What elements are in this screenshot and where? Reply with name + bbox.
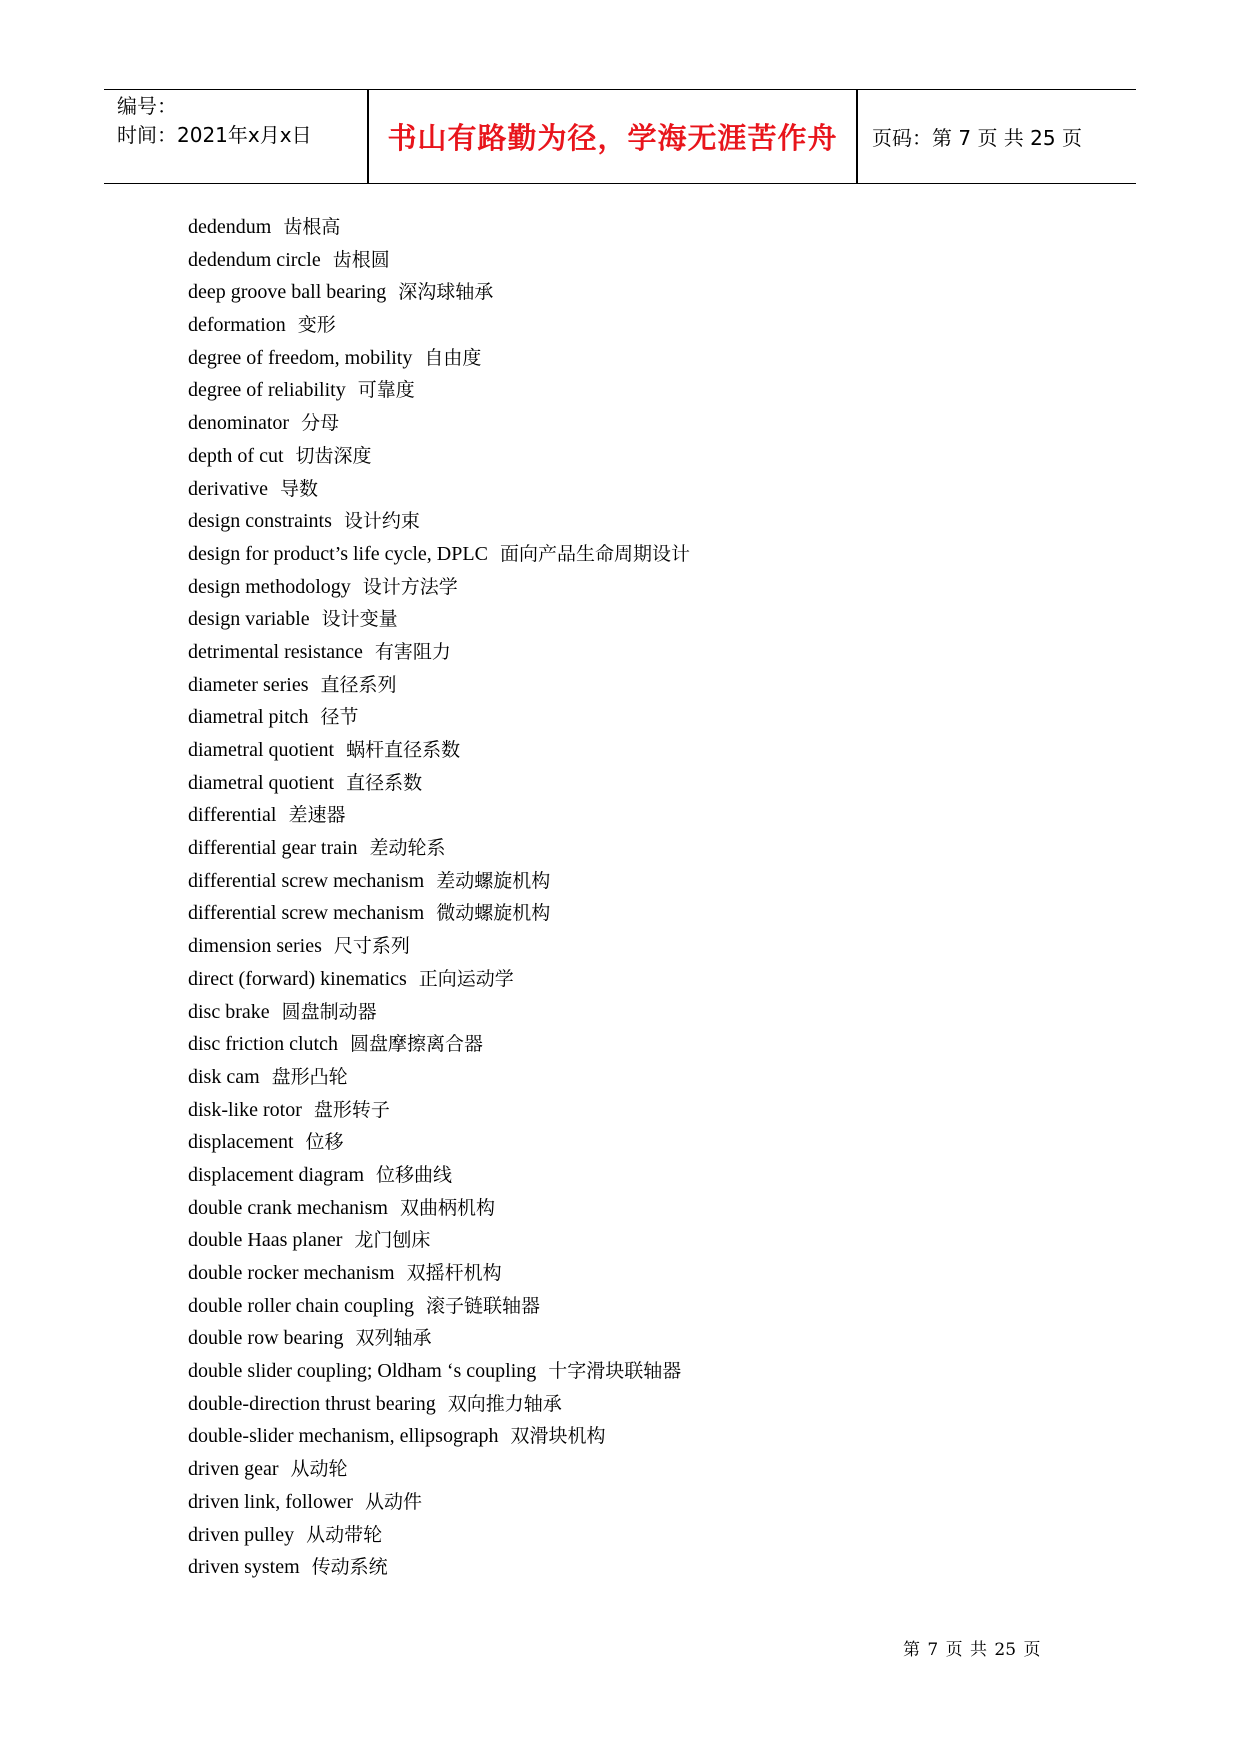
glossary-entry xyxy=(188,1192,1088,1225)
entry-term: differential gear train xyxy=(188,837,358,860)
entry-translation: 差动螺旋机构 xyxy=(436,869,551,892)
entry-term: double crank mechanism xyxy=(188,1196,388,1219)
document-number-label: 编号： xyxy=(117,94,177,118)
entry-term: disk-like rotor xyxy=(188,1098,302,1121)
entry-translation: 直径系列 xyxy=(320,673,397,696)
entry-translation: 蜗杆直径系数 xyxy=(346,739,461,761)
entry-translation: 位移曲线 xyxy=(376,1163,453,1186)
entry-term: double-direction thrust bearing xyxy=(188,1392,436,1415)
entry-translation: 从动带轮 xyxy=(306,1523,383,1546)
entry-translation: 双列轴承 xyxy=(355,1327,432,1350)
glossary-entry xyxy=(188,1322,1088,1355)
glossary-entry xyxy=(188,1420,1088,1453)
glossary-entry xyxy=(188,1126,1088,1159)
glossary-entry xyxy=(188,930,1088,963)
glossary-entry xyxy=(188,1519,1088,1552)
entry-term: deep groove ball bearing xyxy=(188,281,387,304)
glossary-entry xyxy=(188,342,1088,375)
entry-term: differential screw mechanism xyxy=(188,902,425,925)
glossary-entry xyxy=(188,1094,1088,1127)
entry-translation: 十字滑块联轴器 xyxy=(548,1360,682,1383)
glossary-entry xyxy=(188,767,1088,800)
header-divider-right xyxy=(856,90,858,183)
entry-translation: 双摇杆机构 xyxy=(406,1262,502,1284)
entry-term: design for product’s life cycle, DPLC xyxy=(188,542,488,565)
glossary-entry xyxy=(188,1551,1088,1584)
glossary-entry xyxy=(188,799,1088,832)
entry-translation: 盘形转子 xyxy=(313,1098,390,1121)
entry-translation: 正向运动学 xyxy=(418,967,514,990)
glossary-entry xyxy=(188,473,1088,506)
entry-term: double-slider mechanism, ellipsograph xyxy=(188,1425,499,1448)
entry-translation: 位移 xyxy=(305,1131,344,1154)
glossary-entry xyxy=(188,1061,1088,1094)
entry-translation: 面向产品生命周期设计 xyxy=(499,542,690,565)
entry-translation: 设计方法学 xyxy=(362,575,458,598)
entry-translation: 圆盘摩擦离合器 xyxy=(349,1033,483,1056)
entry-translation: 齿根高 xyxy=(283,216,341,238)
entry-translation: 圆盘制动器 xyxy=(281,1000,377,1023)
entry-translation: 传动系统 xyxy=(311,1556,388,1579)
entry-term: displacement xyxy=(188,1131,294,1154)
glossary-entry xyxy=(188,734,1088,767)
page-header xyxy=(104,89,1136,184)
glossary-entry xyxy=(188,276,1088,309)
entry-translation: 双向推力轴承 xyxy=(447,1392,562,1415)
entry-term: dedendum xyxy=(188,216,272,238)
entry-term: double row bearing xyxy=(188,1327,344,1350)
entry-term: derivative xyxy=(188,477,268,500)
entry-translation: 设计约束 xyxy=(343,510,420,533)
entry-term: driven link, follower xyxy=(188,1490,353,1513)
glossary-entry xyxy=(188,407,1088,440)
entry-term: design constraints xyxy=(188,510,332,533)
glossary-entry xyxy=(188,1028,1088,1061)
entry-term: depth of cut xyxy=(188,444,284,467)
entry-translation: 设计变量 xyxy=(321,608,398,631)
glossary-entry xyxy=(188,603,1088,636)
entry-translation: 滚子链联轴器 xyxy=(426,1294,541,1317)
glossary-entry xyxy=(188,636,1088,669)
entry-term: double rocker mechanism xyxy=(188,1262,395,1284)
entry-translation: 从动件 xyxy=(364,1490,422,1513)
glossary-entry xyxy=(188,571,1088,604)
page-footer: 第 7 页 共 25 页 xyxy=(903,1640,1041,1660)
glossary-entry xyxy=(188,1355,1088,1388)
entry-translation: 径节 xyxy=(320,706,359,729)
entry-translation: 从动轮 xyxy=(290,1458,348,1481)
glossary-list xyxy=(188,211,1088,1584)
glossary-entry xyxy=(188,505,1088,538)
glossary-entry xyxy=(188,309,1088,342)
entry-translation: 尺寸系列 xyxy=(333,935,410,958)
glossary-entry xyxy=(188,1486,1088,1519)
entry-term: driven system xyxy=(188,1556,300,1579)
glossary-entry xyxy=(188,865,1088,898)
header-page-info: 页码：第 7 页 共 25 页 xyxy=(872,126,1082,150)
entry-term: driven pulley xyxy=(188,1523,295,1546)
glossary-entry xyxy=(188,996,1088,1029)
entry-term: diametral quotient xyxy=(188,739,335,761)
glossary-entry xyxy=(188,701,1088,734)
glossary-entry xyxy=(188,244,1088,277)
entry-term: diametral quotient xyxy=(188,771,335,794)
entry-translation: 分母 xyxy=(301,412,340,435)
glossary-entry xyxy=(188,1224,1088,1257)
entry-translation: 微动螺旋机构 xyxy=(436,902,551,925)
entry-term: disc friction clutch xyxy=(188,1033,338,1056)
entry-term: diametral pitch xyxy=(188,706,309,729)
entry-translation: 齿根圆 xyxy=(332,248,390,271)
entry-term: denominator xyxy=(188,412,290,435)
entry-translation: 差动轮系 xyxy=(369,837,446,860)
glossary-entry xyxy=(188,1388,1088,1421)
entry-translation: 自由度 xyxy=(424,346,482,369)
entry-term: disc brake xyxy=(188,1000,270,1023)
entry-term: disk cam xyxy=(188,1065,260,1088)
entry-translation: 可靠度 xyxy=(357,379,415,402)
glossary-entry xyxy=(188,1159,1088,1192)
entry-translation: 深沟球轴承 xyxy=(398,281,494,304)
entry-term: double Haas planer xyxy=(188,1229,343,1252)
glossary-entry xyxy=(188,440,1088,473)
entry-term: detrimental resistance xyxy=(188,640,363,663)
glossary-entry xyxy=(188,1453,1088,1486)
entry-translation: 双滑块机构 xyxy=(510,1425,606,1448)
entry-term: driven gear xyxy=(188,1458,279,1481)
entry-translation: 有害阻力 xyxy=(374,640,451,663)
document-date: 时间：2021年x月x日 xyxy=(117,123,312,147)
entry-term: direct (forward) kinematics xyxy=(188,967,407,990)
entry-term: displacement diagram xyxy=(188,1163,365,1186)
entry-translation: 切齿深度 xyxy=(295,444,372,467)
entry-term: design variable xyxy=(188,608,310,631)
glossary-entry xyxy=(188,538,1088,571)
entry-term: differential xyxy=(188,804,277,827)
glossary-entry xyxy=(188,374,1088,407)
entry-term: deformation xyxy=(188,314,286,337)
glossary-entry xyxy=(188,669,1088,702)
glossary-entry xyxy=(188,963,1088,996)
entry-translation: 盘形凸轮 xyxy=(271,1065,348,1088)
entry-translation: 龙门刨床 xyxy=(354,1229,431,1252)
entry-term: dimension series xyxy=(188,935,322,958)
header-meta xyxy=(117,92,367,150)
entry-translation: 差速器 xyxy=(288,804,346,827)
entry-term: degree of reliability xyxy=(188,379,346,402)
entry-translation: 双曲柄机构 xyxy=(399,1196,495,1219)
entry-term: double slider coupling; Oldham ‘s coupling xyxy=(188,1360,537,1383)
entry-term: differential screw mechanism xyxy=(188,869,425,892)
entry-translation: 变形 xyxy=(297,314,336,337)
glossary-entry xyxy=(188,897,1088,930)
entry-term: design methodology xyxy=(188,575,351,598)
entry-term: degree of freedom, mobility xyxy=(188,346,413,369)
entry-term: double roller chain coupling xyxy=(188,1294,415,1317)
entry-translation: 导数 xyxy=(279,477,318,500)
glossary-entry xyxy=(188,832,1088,865)
entry-translation: 直径系数 xyxy=(346,771,423,794)
header-motto: 书山有路勤为径，学海无涯苦作舟 xyxy=(387,121,838,155)
glossary-entry xyxy=(188,1290,1088,1323)
entry-term: diameter series xyxy=(188,673,309,696)
entry-term: dedendum circle xyxy=(188,248,321,271)
glossary-entry xyxy=(188,211,1088,244)
glossary-entry xyxy=(188,1257,1088,1290)
